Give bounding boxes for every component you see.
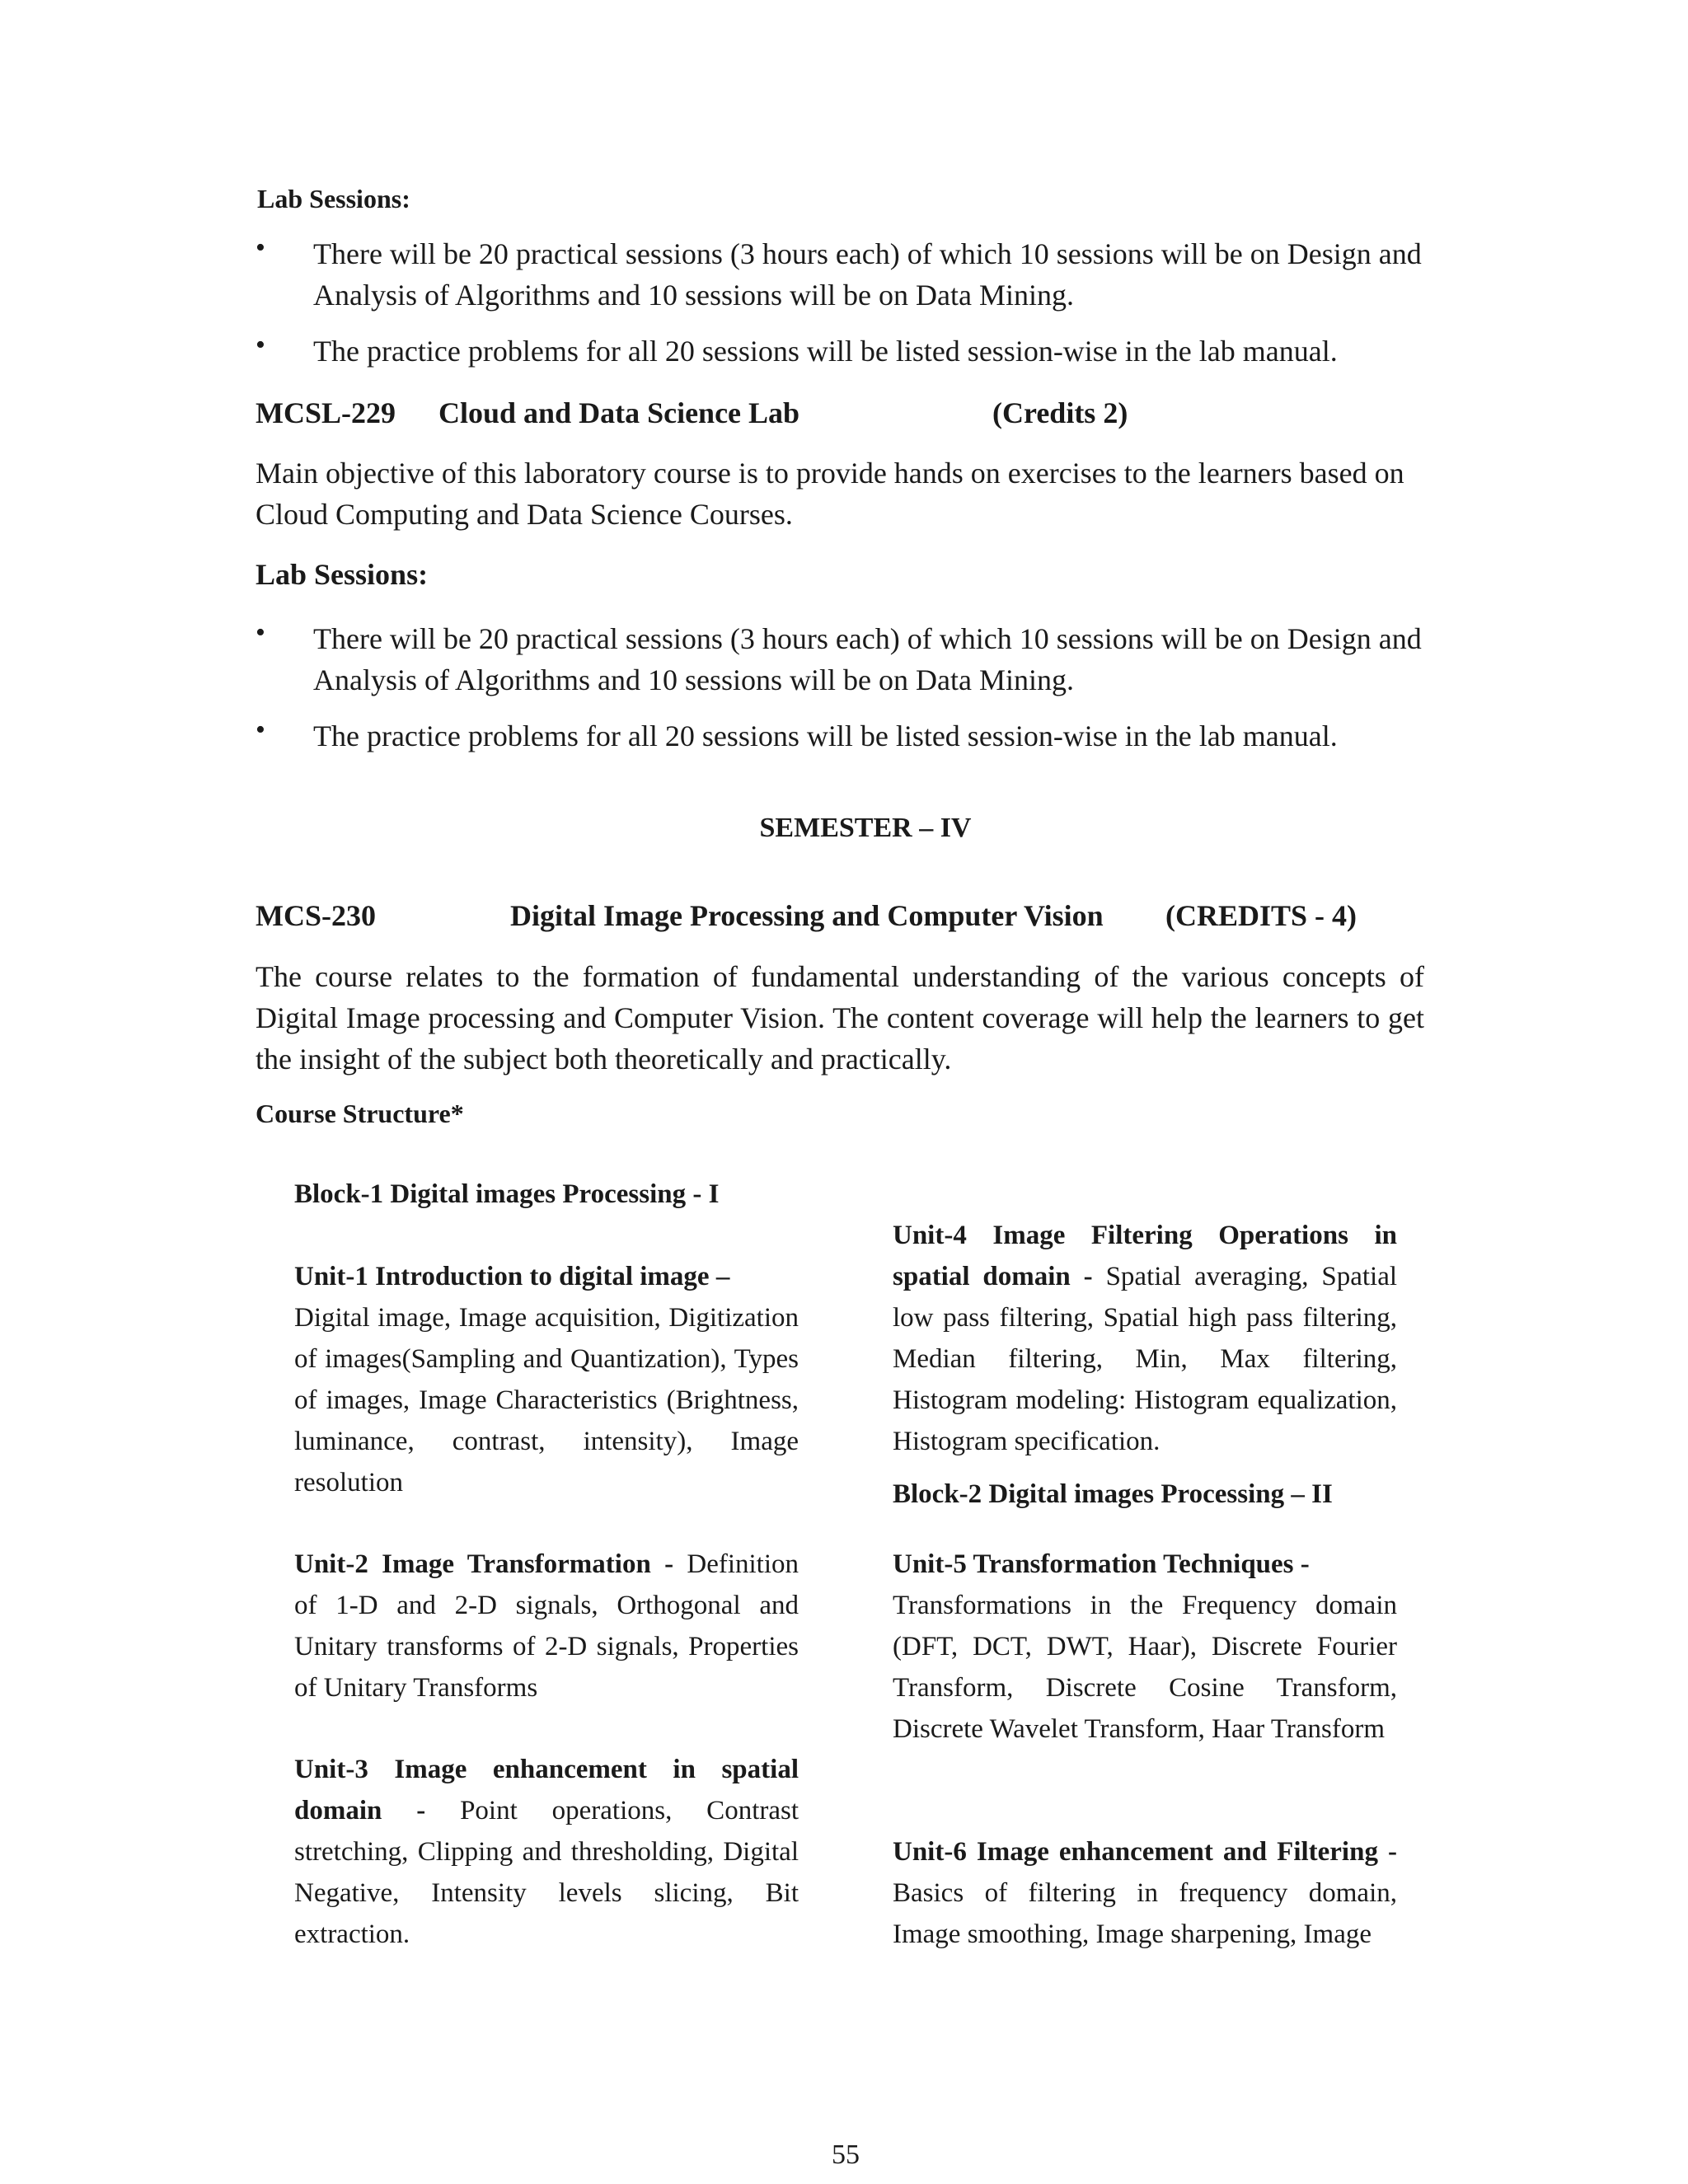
unit-2 xyxy=(294,1544,799,1708)
bullet-icon: • xyxy=(256,617,265,648)
unit-6 xyxy=(893,1831,1397,1955)
mcs230-description: The course relates to the formation of fundamental understanding of the various concepts of Digital Image processing and Computer Vision. The content coverage will help the learners to get the insight of the subject both theoretically and practically. xyxy=(256,960,1424,1076)
unit-4-body: Spatial averaging, Spatial low pass filtering, Spatial high pass filtering, Median filtering, Min, Max filtering, Histogram modeling: Histogram equalization, Histogram specification. xyxy=(893,1262,1398,1456)
bullet-icon: • xyxy=(256,232,265,263)
unit-6-title: Unit-6 Image enhancement and Filtering - xyxy=(893,1837,1397,1867)
block-1-heading: Block-1 Digital images Processing - I xyxy=(294,1179,720,1209)
lab1-bullet-2: The practice problems for all 20 sessions will be listed session-wise in the lab manual. xyxy=(313,335,1338,368)
unit-3-title: Unit-3 Image enhancement in spatial domain - xyxy=(294,1755,799,1825)
mcs230-title: Digital Image Processing and Computer Vision xyxy=(510,899,1104,932)
unit-4 xyxy=(893,1215,1397,1462)
mcs230-code: MCS-230 xyxy=(256,899,376,932)
lab-sessions-heading-1: Lab Sessions: xyxy=(257,184,410,213)
unit-2-title: Unit-2 Image Transformation - xyxy=(294,1549,674,1579)
unit-3 xyxy=(294,1749,799,1955)
mcsl229-credits: (Credits 2) xyxy=(992,396,1128,429)
unit-5-title: Unit-5 Transformation Techniques - xyxy=(893,1549,1310,1579)
unit-5 xyxy=(893,1544,1397,1750)
bullet-icon: • xyxy=(256,715,265,745)
page-number: 55 xyxy=(832,2139,860,2170)
unit-1-title: Unit-1 Introduction to digital image – xyxy=(294,1262,730,1291)
unit-4-title: Unit-4 Image Filtering Operations in spatial domain - xyxy=(893,1221,1397,1291)
lab2-bullet-1: There will be 20 practical sessions (3 hours each) of which 10 sessions will be on Design and Analysis of Algorithms and 10 sessions will be on Data Mining. xyxy=(313,622,1422,696)
unit-1 xyxy=(294,1256,799,1503)
bullet-icon: • xyxy=(256,330,265,360)
mcs230-credits: (CREDITS - 4) xyxy=(1165,899,1357,932)
course-structure-heading: Course Structure* xyxy=(256,1099,464,1128)
unit-1-body: Digital image, Image acquisition, Digitization of images(Sampling and Quantization), Types of images, Image Characteristics (Brightness, luminance, contrast, intensity), Image resolution xyxy=(294,1303,799,1497)
lab-sessions-heading-2: Lab Sessions: xyxy=(256,558,429,591)
unit-2-body: Definition of 1-D and 2-D signals, Orthogonal and Unitary transforms of 2-D signals, Properties of Unitary Transforms xyxy=(294,1549,799,1703)
unit-6-body: Basics of filtering in frequency domain, Image smoothing, Image sharpening, Image xyxy=(893,1878,1397,1949)
mcsl229-title: Cloud and Data Science Lab xyxy=(438,396,800,429)
mcsl229-description: Main objective of this laboratory course is to provide hands on exercises to the learners based on Cloud Computing and Data Science Courses. xyxy=(256,457,1404,531)
unit-3-body: Point operations, Contrast stretching, Clipping and thresholding, Digital Negative, Intensity levels slicing, Bit extraction. xyxy=(294,1796,799,1949)
mcsl229-code: MCSL-229 xyxy=(256,396,396,429)
lab2-bullet-2: The practice problems for all 20 sessions will be listed session-wise in the lab manual. xyxy=(313,719,1338,752)
semester-heading: SEMESTER – IV xyxy=(759,813,972,843)
block-2-heading: Block-2 Digital images Processing – II xyxy=(893,1479,1333,1509)
lab1-bullet-1: There will be 20 practical sessions (3 hours each) of which 10 sessions will be on Design and Analysis of Algorithms and 10 sessions will be on Data Mining. xyxy=(313,237,1422,312)
unit-5-body: Transformations in the Frequency domain (DFT, DCT, DWT, Haar), Discrete Fourier Transform, Discrete Cosine Transform, Discrete Wavelet Transform, Haar Transform xyxy=(893,1591,1397,1744)
